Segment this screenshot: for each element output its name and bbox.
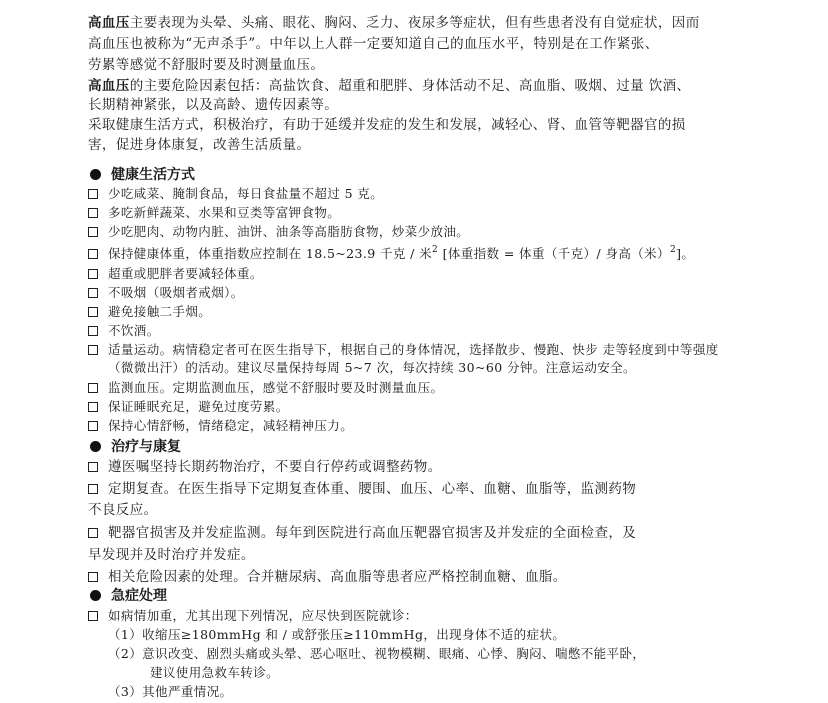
treatment-item-cont: 不良反应。 (88, 502, 158, 519)
lifestyle-item: 保持心情舒畅，情绪稳定，减轻精神压力。 (88, 417, 353, 435)
checkbox-icon[interactable] (88, 326, 98, 336)
section-heading-emergency: 急症处理 (90, 587, 167, 605)
intro-line-5: 长期精神紧张，以及高龄、遗传因素等。 (88, 97, 339, 114)
treatment-item: 靶器官损害及并发症监测。每年到医院进行高血压靶器官损害及并发症的全面检查，及 (88, 524, 636, 542)
emergency-item-3-text: 其他严重情况。 (142, 684, 233, 699)
emergency-item-3-label: （3） (108, 684, 143, 699)
checkbox-icon[interactable] (88, 345, 98, 355)
checkbox-icon[interactable] (88, 572, 98, 582)
checkbox-icon[interactable] (88, 227, 98, 237)
checkbox-icon[interactable] (88, 462, 98, 472)
checkbox-icon[interactable] (88, 402, 98, 412)
hypertension-term: 高血压 (88, 77, 130, 94)
lifestyle-item: 保证睡眠充足，避免过度劳累。 (88, 398, 289, 416)
emergency-item-2: （2）意识改变、剧烈头痛或头晕、恶心呕吐、视物模糊、眼痛、心悸、胸闷、喘憋不能平卧， (108, 646, 646, 662)
checkbox-icon[interactable] (88, 307, 98, 317)
checkbox-icon[interactable] (88, 249, 98, 259)
treatment-item-cont: 早发现并及时治疗并发症。 (88, 546, 255, 563)
checkbox-icon[interactable] (88, 189, 98, 199)
intro-line-2: 高血压也被称为“无声杀手”。中年以上人群一定要知道自己的血压水平，特别是在工作紧张、 (88, 35, 659, 52)
checkbox-icon[interactable] (88, 208, 98, 218)
lifestyle-item-bmi: 保持健康体重，体重指数应控制在 18.5~23.9 千克 / 米$^2$ [体重指数 = 体重（千克）/ 身高（米）$^2$]。 (88, 245, 694, 263)
checkbox-icon[interactable] (88, 484, 98, 494)
checkbox-icon[interactable] (88, 528, 98, 538)
checkbox-icon[interactable] (88, 611, 98, 621)
checkbox-icon[interactable] (88, 383, 98, 393)
intro-line-3: 劳累等感觉不舒服时要及时测量血压。 (88, 56, 325, 73)
bullet-dot-icon (90, 169, 101, 180)
lifestyle-item: 不饮酒。 (88, 322, 160, 340)
intro-line-7: 害，促进身体康复，改善生活质量。 (88, 137, 311, 154)
treatment-item: 定期复查。在医生指导下定期复查体重、腰围、血压、心率、血糖、血脂等，监测药物 (88, 480, 636, 498)
lifestyle-item-exercise: 适量运动。病情稳定者可在医生指导下，根据自己的身体情况，选择散步、慢跑、快步 走等轻度到中等强度 (88, 341, 719, 359)
emergency-intro: 如病情加重，尤其出现下列情况，应尽快到医院就诊： (88, 607, 418, 625)
lifestyle-item: 避免接触二手烟。 (88, 303, 211, 321)
checkbox-icon[interactable] (88, 269, 98, 279)
intro-line-1: 高血压主要表现为头晕、头痛、眼花、胸闷、乏力、夜尿多等症状，但有些患者没有自觉症状，因而 (88, 15, 700, 31)
bullet-dot-icon (90, 590, 101, 601)
treatment-item: 相关危险因素的处理。合并糖尿病、高血脂等患者应严格控制血糖、血脂。 (88, 568, 567, 586)
checkbox-icon[interactable] (88, 288, 98, 298)
section-heading-lifestyle: 健康生活方式 (90, 166, 195, 184)
checkbox-icon[interactable] (88, 421, 98, 431)
lifestyle-item: 超重或肥胖者要减轻体重。 (88, 265, 263, 283)
lifestyle-item: 不吸烟（吸烟者戒烟）。 (88, 284, 244, 302)
lifestyle-item: 少吃肥肉、动物内脏、油饼、油条等高脂肪食物，炒菜少放油。 (88, 223, 469, 241)
intro-line-6: 采取健康生活方式，积极治疗，有助于延缓并发症的发生和发展，减轻心、肾、血管等靶器官的损 (88, 117, 686, 134)
treatment-item: 遵医嘱坚持长期药物治疗，不要自行停药或调整药物。 (88, 458, 442, 476)
emergency-item-2-cont: 建议使用急救车转诊。 (150, 665, 280, 681)
bullet-dot-icon (90, 441, 101, 452)
intro-line-4: 高血压的主要危险因素包括：高盐饮食、超重和肥胖、身体活动不足、高血脂、吸烟、过量 饮酒、 (88, 77, 691, 94)
lifestyle-item-exercise-cont: （微微出汗）的活动。建议尽量保持每周 5~7 次，每次持续 30~60 分钟。注意运动安全。 (108, 360, 636, 376)
lifestyle-item: 少吃咸菜、腌制食品，每日食盐量不超过 5 克。 (88, 185, 383, 203)
lifestyle-item: 监测血压。定期监测血压，感觉不舒服时要及时测量血压。 (88, 379, 443, 397)
emergency-item-1: （1）收缩压≥180mmHg 和 / 或舒张压≥110mmHg，出现身体不适的症状。 (108, 627, 566, 643)
hypertension-term: 高血压 (88, 15, 130, 31)
lifestyle-item: 多吃新鲜蔬菜、水果和豆类等富钾食物。 (88, 204, 340, 222)
emergency-item-3 (108, 683, 232, 701)
section-heading-treatment: 治疗与康复 (90, 438, 181, 456)
